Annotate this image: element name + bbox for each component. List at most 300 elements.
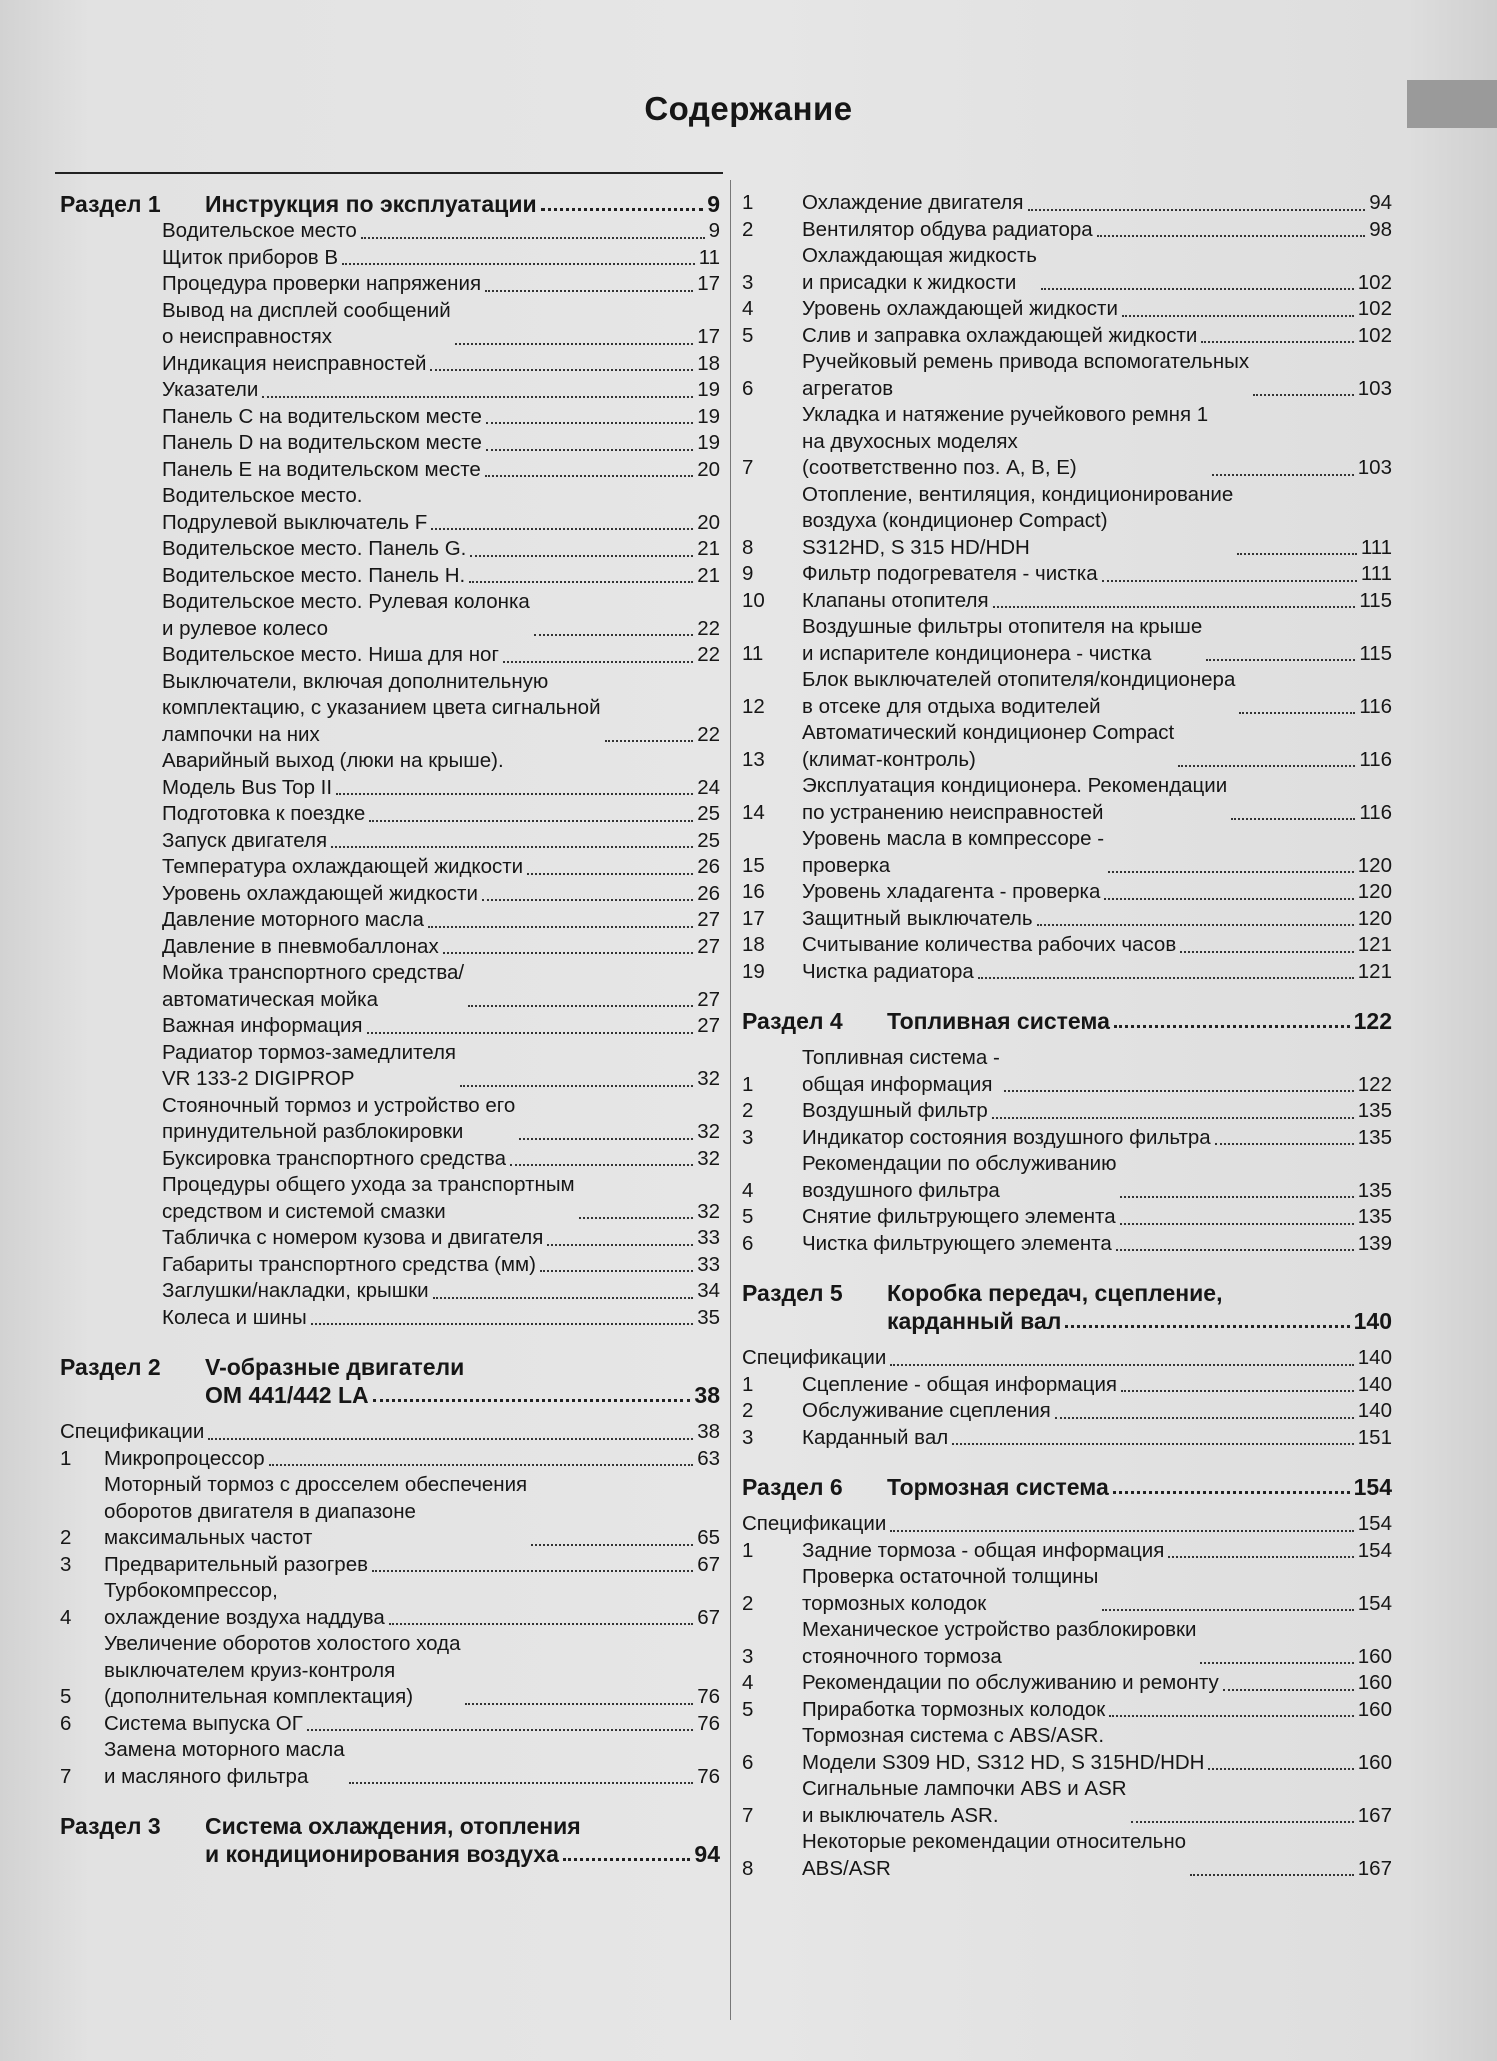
section-title-line-2-row [205,1840,720,1868]
entry-page-number: 76 [697,1711,720,1735]
entry-title: Обслуживание сцепления [802,1399,1051,1422]
toc-section-heading [742,1007,1392,1035]
section-title-line-2: OM 441/442 LA [205,1382,369,1408]
toc-entry [60,1305,720,1332]
entry-number: 5 [60,1685,72,1708]
entry-text-row [104,1737,697,1790]
dot-leader [1121,1390,1354,1392]
entry-number: 1 [742,1372,754,1396]
entry-text-row [802,1372,1358,1399]
dot-leader [1004,1090,1354,1092]
section-gap [60,1409,720,1419]
section-number: Раздел 2 [60,1354,161,1380]
toc-entry [60,589,720,642]
section-number: Раздел 3 [60,1813,161,1839]
entry-page-number: 17 [697,325,720,348]
entry-title: Воздушные фильтры отопителя на крыше и испарителе кондиционера - чистка [802,615,1203,665]
toc-entry [742,1345,1392,1372]
entry-title: Увеличение оборотов холостого хода выключателем круиз-контроля (дополнительная комплектация) [104,1632,461,1708]
toc-section-heading [60,1812,720,1868]
entry-title: Водительское место. Панель G. [162,537,467,560]
entry-text-row [802,1829,1358,1882]
dot-leader [1253,394,1354,396]
entry-text-row [104,298,697,351]
dot-leader [890,1530,1354,1532]
entry-text-row [104,1093,697,1146]
entry-page-number: 27 [697,908,720,931]
entry-text-row [104,1631,697,1711]
entry-text-row [104,801,697,828]
entry-text-row [802,1098,1358,1125]
dot-leader [1114,1025,1350,1028]
entry-text-row [802,773,1359,826]
entry-title: Индикация неисправностей [162,351,427,375]
toc-entry [60,1578,720,1631]
entry-page-number: 102 [1357,297,1392,320]
section-title-block [887,1279,1392,1335]
dot-leader [486,422,693,424]
entry-page-number: 25 [697,828,720,852]
entry-page-number: 102 [1357,270,1392,294]
entry-title: Модель Bus Top II [162,775,333,799]
entry-text-row [742,1345,1358,1372]
entry-text-row [802,906,1358,933]
section-title-line-1: Система охлаждения, отопления [205,1813,581,1839]
entry-text-row [104,854,697,881]
toc-entry [60,563,720,590]
entry-page-number: 21 [697,563,720,587]
dot-leader [547,1244,693,1246]
entry-title: Моторный тормоз с дросселем обеспечения оборотов двигателя в диапазоне максимальных частот [104,1473,528,1549]
entry-text-row [104,404,697,431]
toc-entry [742,296,1392,323]
entry-page-number: 160 [1357,1644,1392,1668]
section-title-line-2: карданный вал [887,1308,1062,1334]
entry-number: 2 [742,1399,754,1422]
entry-text-row [802,349,1358,402]
entry-title: Спецификации [60,1420,205,1443]
dot-leader [455,343,694,345]
dot-leader [890,1364,1354,1366]
entry-title: Микропроцессор [104,1446,265,1470]
dot-leader [1113,1491,1350,1494]
dot-leader [367,1032,694,1034]
entry-number: 5 [742,1205,754,1228]
toc-entry [60,457,720,484]
entry-text-row [802,1231,1358,1258]
entry-page-number: 116 [1359,694,1392,718]
entry-page-number: 32 [697,1199,720,1223]
dot-leader [1102,1609,1353,1611]
entry-title: Эксплуатация кондиционера. Рекомендации по устранению неисправностей [802,774,1228,824]
dot-leader [485,475,693,477]
entry-title: Система выпуска ОГ [104,1711,303,1735]
toc-entry [742,826,1392,879]
entry-page-number: 135 [1357,1178,1392,1202]
entry-number: 19 [742,959,765,983]
entry-text-row [104,1446,697,1473]
dot-leader [486,449,693,451]
toc-entry [742,879,1392,906]
entry-title: Воздушный фильтр [802,1099,988,1122]
entry-text-row [104,881,697,908]
entry-number: 6 [742,1750,754,1774]
toc-entry [742,1372,1392,1399]
entry-text-row [802,296,1358,323]
entry-number: 2 [742,1099,754,1122]
dot-leader [342,263,695,265]
toc-entry [60,1631,720,1711]
toc-entry [60,1737,720,1790]
dot-leader [992,1117,1354,1119]
entry-title: Панель E на водительском месте [162,457,481,481]
entry-text-row [802,1398,1358,1425]
dot-leader [460,1085,693,1087]
entry-page-number: 135 [1357,1125,1392,1149]
entry-page-number: 116 [1359,800,1392,824]
dot-leader [952,1443,1354,1445]
toc-entry [742,1723,1392,1776]
entry-text-row [104,483,697,536]
entry-title: Ручейковый ремень привода вспомогательных агрегатов [802,350,1250,400]
entry-number: 4 [742,1178,754,1202]
entry-title: Укладка и натяжение ручейкового ремня 1 на двухосных моделях (соответственно поз. A, B, E) [802,403,1209,479]
entry-page-number: 140 [1357,1372,1392,1396]
section-title: Инструкция по эксплуатации [205,191,537,217]
dot-leader [1122,315,1354,317]
dot-leader [1200,1662,1353,1664]
section-gap [742,1335,1392,1345]
toc-section-heading [742,1473,1392,1501]
entry-page-number: 25 [697,802,720,825]
entry-page-number: 154 [1357,1538,1392,1562]
entry-text-row [802,1564,1358,1617]
dot-leader [431,528,693,530]
entry-title: Водительское место. Панель H. [162,563,466,587]
dot-leader [389,1623,693,1625]
entry-page-number: 102 [1357,323,1392,347]
section-number: Раздел 5 [742,1280,843,1306]
entry-text-row [802,323,1358,350]
dot-leader [1223,1689,1354,1691]
entry-text-row [742,1511,1358,1538]
dot-leader [470,555,693,557]
entry-number: 5 [742,1697,754,1721]
entry-text-row [802,1617,1358,1670]
column-divider [730,180,731,2020]
section-page-number: 9 [707,191,720,217]
section-title-line-1: V-образные двигатели [205,1354,465,1380]
entry-page-number: 11 [698,245,720,269]
entry-page-number: 19 [697,378,720,401]
entry-title: Указатели [162,378,259,401]
section-title: Топливная система [887,1008,1110,1034]
toc-entry [60,748,720,775]
dot-leader [369,820,693,822]
entry-page-number: 22 [697,616,720,640]
dot-leader [527,873,693,875]
entry-text-row [104,536,697,563]
toc-entry [60,1040,720,1093]
entry-title: Аварийный выход (люки на крыше). [162,749,504,772]
entry-text-row [104,1172,697,1225]
toc-left-column [60,190,720,1868]
entry-page-number: 67 [697,1552,720,1576]
toc-entry [60,1472,720,1552]
dot-leader [430,369,693,371]
toc-entry [60,1172,720,1225]
toc-entry [60,536,720,563]
dot-leader [993,606,1356,608]
entry-page-number: 160 [1357,1750,1392,1774]
toc-entry [742,1151,1392,1204]
toc-entry [60,483,720,536]
entry-page-number: 167 [1357,1856,1392,1880]
dot-leader [1190,1874,1354,1876]
toc-entry [60,1013,720,1040]
dot-leader [208,1438,693,1440]
entry-number: 8 [742,1856,754,1880]
toc-entry [742,773,1392,826]
toc-entry [742,1564,1392,1617]
entry-title: Турбокомпрессор, охлаждение воздуха наддува [104,1579,385,1629]
toc-entry [742,1829,1392,1882]
entry-number: 14 [742,800,765,824]
page-title: Содержание [644,90,853,127]
dot-leader [485,290,693,292]
entry-text-row [802,1670,1358,1697]
entry-title: Спецификации [742,1346,887,1369]
section-title: Тормозная система [887,1474,1109,1500]
toc-entry [60,404,720,431]
section-number: Раздел 1 [60,191,161,217]
entry-number: 15 [742,853,765,877]
entry-text-row [802,1045,1358,1098]
section-title-line-2-row [205,1381,720,1409]
section-gap [60,1331,720,1353]
entry-text-row [802,932,1358,959]
dot-leader [579,1217,694,1219]
entry-text-row [104,271,697,298]
dot-leader [1108,871,1354,873]
dot-leader [361,237,705,239]
toc-entry [60,430,720,457]
toc-entry [60,669,720,749]
entry-title: Подготовка к поездке [162,802,366,825]
entry-title: Процедуры общего ухода за транспортным средством и системой смазки [162,1173,575,1223]
entry-number: 2 [742,1591,754,1615]
entry-title: Давление в пневмобаллонах [162,934,439,958]
entry-title: Уровень охлаждающей жидкости [802,297,1118,320]
entry-text-row [802,482,1361,562]
dot-leader [1037,924,1354,926]
entry-text-row [802,402,1358,482]
toc-entry [742,323,1392,350]
entry-title: Замена моторного масла и масляного фильтра [104,1738,345,1788]
toc-entry [60,828,720,855]
entry-title: Считывание количества рабочих часов [802,933,1177,956]
toc-entry [742,932,1392,959]
toc-entry [60,881,720,908]
section-gap [742,985,1392,1007]
entry-page-number: 121 [1357,933,1392,956]
toc-entry [60,642,720,669]
toc-entry [60,934,720,961]
entry-number: 4 [60,1605,72,1629]
entry-page-number: 18 [697,351,720,375]
entry-page-number: 32 [697,1120,720,1143]
entry-title: Чистка фильтрующего элемента [802,1231,1112,1255]
entry-text-row [104,1146,697,1173]
entry-title: Уровень охлаждающей жидкости [162,881,478,905]
entry-text-row [104,1252,697,1279]
toc-entry [60,1419,720,1446]
toc-entry [60,801,720,828]
entry-page-number: 20 [697,510,720,534]
dot-leader [1120,1196,1353,1198]
entry-text-row [104,960,697,1013]
toc-entry [742,243,1392,296]
toc-entry [60,351,720,378]
entry-title: Вентилятор обдува радиатора [802,217,1093,241]
toc-entry [60,1711,720,1738]
entry-text-row [104,1711,697,1738]
toc-entry [742,1538,1392,1565]
entry-title: Водительское место. Подрулевой выключатель F [162,484,428,534]
dot-leader [443,952,693,954]
dot-leader [1237,553,1357,555]
entry-text-row [104,1013,697,1040]
toc-entry [60,960,720,1013]
section-number: Раздел 4 [742,1008,843,1034]
entry-page-number: 103 [1357,456,1392,479]
dot-leader [1109,1715,1354,1717]
entry-text-row [104,748,720,775]
entry-title: Тормозная система с ABS/ASR. Модели S309 HD, S312 HD, S 315HD/HDH [802,1724,1205,1774]
entry-number: 7 [742,456,754,479]
entry-page-number: 22 [697,722,720,746]
toc-entry [60,377,720,404]
toc-entry [60,854,720,881]
section-gap [742,1501,1392,1511]
toc-entry [742,667,1392,720]
entry-title: Проверка остаточной толщины тормозных колодок [802,1565,1099,1615]
entry-page-number: 120 [1357,880,1392,903]
entry-text-row [802,1151,1358,1204]
entry-title: Спецификации [742,1512,887,1535]
toc-entry [742,1776,1392,1829]
entry-title: Охлаждение двигателя [802,191,1024,214]
entry-text-row [104,1278,697,1305]
entry-page-number: 154 [1357,1591,1392,1615]
entry-title: Щиток приборов B [162,245,339,269]
entry-page-number: 33 [697,1226,720,1249]
entry-page-number: 121 [1357,959,1392,983]
entry-text-row [104,1578,697,1631]
entry-title: Уровень масла в компрессоре - проверка [802,827,1105,877]
dot-leader [1168,1556,1353,1558]
dot-leader [1097,235,1366,237]
dot-leader [1208,1768,1353,1770]
dot-leader [510,1164,693,1166]
toc-entry [60,1252,720,1279]
dot-leader [503,661,693,663]
entry-number: 3 [60,1552,72,1576]
toc-entry [742,614,1392,667]
entry-page-number: 140 [1357,1346,1392,1369]
entry-number: 1 [742,191,754,214]
entry-number: 7 [60,1764,72,1788]
entry-number: 6 [742,1231,754,1255]
entry-page-number: 160 [1357,1697,1392,1721]
entry-text-row [104,1552,697,1579]
toc-entry [60,1552,720,1579]
section-title-block [205,1812,720,1868]
entry-page-number: 120 [1357,853,1392,877]
toc-entry [60,1146,720,1173]
entry-page-number: 35 [697,1305,720,1329]
entry-page-number: 26 [697,855,720,878]
entry-title: Карданный вал [802,1425,949,1449]
entry-number: 11 [742,641,764,665]
toc-right-column [742,190,1392,1882]
entry-page-number: 9 [708,219,720,242]
entry-title: Топливная система - общая информация [802,1046,1000,1096]
entry-page-number: 111 [1360,535,1392,559]
entry-number: 4 [742,1671,754,1694]
dot-leader [534,634,693,636]
entry-number: 8 [742,535,754,559]
section-title-line-2-row [887,1307,1392,1335]
entry-text-row [104,907,697,934]
dot-leader [563,1858,691,1861]
toc-entry [742,1617,1392,1670]
entry-page-number: 167 [1357,1803,1392,1827]
entry-page-number: 98 [1369,217,1392,241]
entry-title: Некоторые рекомендации относительно ABS/ASR [802,1830,1187,1880]
entry-page-number: 67 [697,1605,720,1629]
toc-entry [742,720,1392,773]
entry-number: 2 [742,217,754,241]
entry-page-number: 19 [697,431,720,454]
entry-page-number: 76 [697,1764,720,1788]
entry-title: Рекомендации по обслуживанию и ремонту [802,1671,1219,1694]
entry-number: 4 [742,297,754,320]
entry-page-number: 19 [697,404,720,428]
entry-title: Мойка транспортного средства/ автоматическая мойка [162,961,465,1011]
section-page-number: 38 [694,1382,720,1408]
toc-entry [60,298,720,351]
dot-leader [373,1399,691,1402]
entry-title: Предварительный разогрев [104,1552,368,1576]
entry-number: 16 [742,880,765,903]
toc-entry [742,1697,1392,1724]
dot-leader [540,1270,693,1272]
section-gap [742,1035,1392,1045]
entry-text-row [802,667,1359,720]
entry-page-number: 154 [1357,1512,1392,1535]
entry-text-row [802,1425,1358,1452]
entry-text-row [802,190,1369,217]
entry-title: Буксировка транспортного средства [162,1146,507,1170]
dot-leader [1104,898,1353,900]
entry-text-row [802,959,1358,986]
entry-page-number: 34 [697,1279,720,1302]
toc-entry [60,775,720,802]
dot-leader [978,977,1354,979]
dot-leader [1180,951,1354,953]
entry-number: 1 [60,1446,72,1470]
